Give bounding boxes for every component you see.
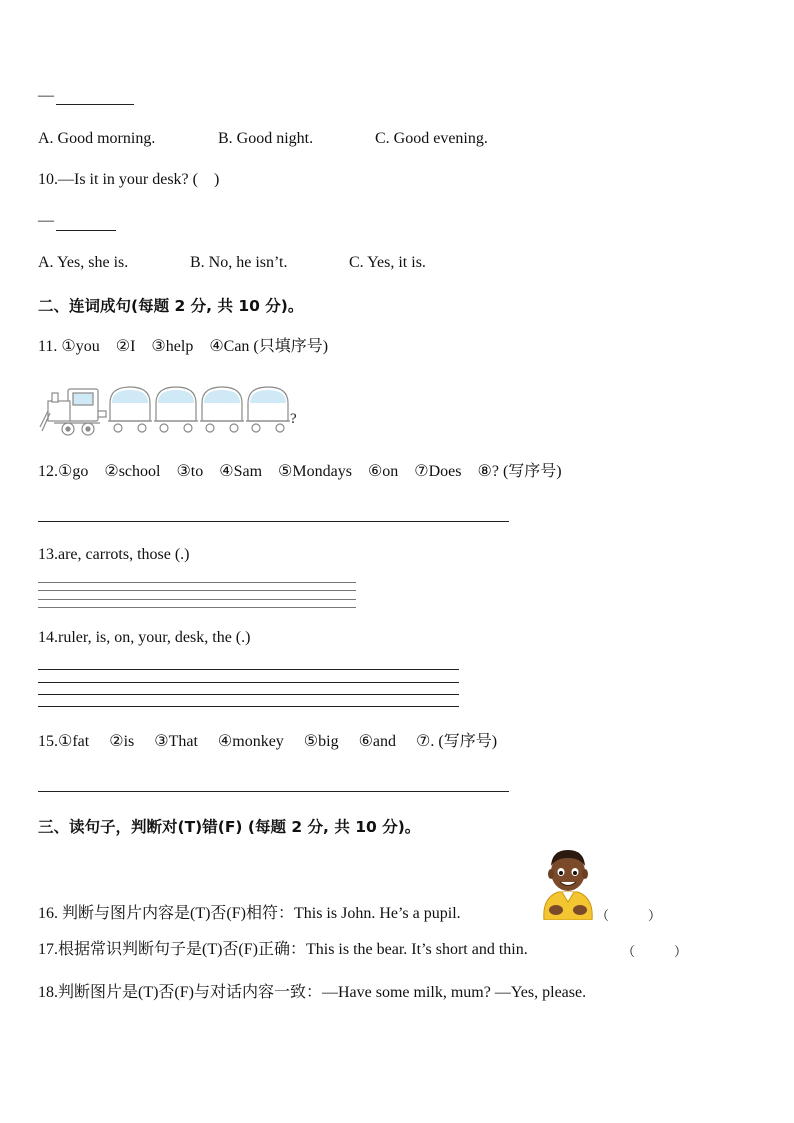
q17-text: 17.根据常识判断句子是(T)否(F)正确：This is the bear. It’s short and thin. — [38, 941, 528, 958]
q15-text: 15.①fat ②is ③That ④monkey ⑤big ⑥and ⑦. (写序号) — [38, 733, 498, 750]
carriage-4[interactable] — [246, 387, 290, 432]
q10-answer-line[interactable] — [56, 230, 116, 231]
train-illustration — [38, 383, 308, 439]
q17-answer-parens[interactable]: （ ） — [622, 945, 688, 960]
q11-end-mark: ? — [290, 411, 297, 427]
q11-text: 11. ①you ②I ③help ④Can (只填序号) — [38, 338, 329, 355]
q9-option-b: B. Good night. — [218, 130, 314, 147]
q10-answer-dash: — — [38, 212, 54, 229]
q9-answer-line[interactable] — [56, 104, 134, 105]
q10-option-c: C. Yes, it is. — [349, 254, 426, 271]
q16-answer-parens[interactable]: （ ） — [596, 909, 662, 924]
q14-text: 14.ruler, is, on, your, desk, the (.) — [38, 629, 251, 646]
q10-option-b: B. No, he isn’t. — [190, 254, 288, 271]
locomotive-icon — [40, 389, 106, 435]
q12-answer-line[interactable] — [38, 521, 509, 522]
boy-picture — [536, 846, 600, 920]
q10-option-a: A. Yes, she is. — [38, 254, 129, 271]
q13-text: 13.are, carrots, those (.) — [38, 546, 190, 563]
section3-heading: 三、读句子，判断对(T)错(F) (每题 2 分, 共 10 分)。 — [38, 818, 421, 836]
q9-option-a: A. Good morning. — [38, 130, 156, 147]
carriage-2[interactable] — [154, 387, 198, 432]
section2-heading: 二、连词成句(每题 2 分, 共 10 分)。 — [38, 297, 304, 315]
q18-text: 18.判断图片是(T)否(F)与对话内容一致：—Have some milk, mum? —Yes, please. — [38, 984, 587, 1001]
q12-text: 12.①go ②school ③to ④Sam ⑤Mondays ⑥on ⑦Does ⑧? (写序号) — [38, 463, 562, 480]
q10-question: 10.—Is it in your desk? ( ) — [38, 171, 220, 188]
q9-answer-dash: — — [38, 87, 54, 104]
q9-option-c: C. Good evening. — [375, 130, 488, 147]
carriage-1[interactable] — [108, 387, 152, 432]
q15-answer-line[interactable] — [38, 791, 509, 792]
q16-text: 16. 判断与图片内容是(T)否(F)相符：This is John. He’s a pupil. — [38, 905, 461, 922]
carriage-3[interactable] — [200, 387, 244, 432]
